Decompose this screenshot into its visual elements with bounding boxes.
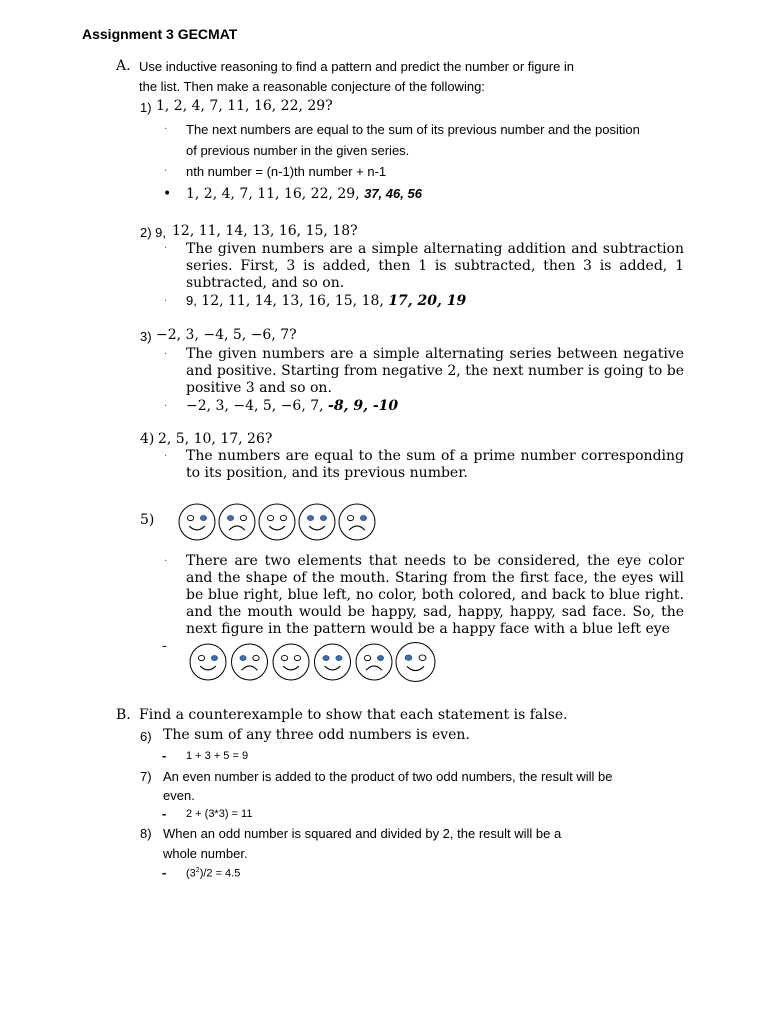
blue-right-happy-face-icon bbox=[190, 644, 226, 680]
q6-statement: The sum of any three odd numbers is even. bbox=[163, 727, 470, 743]
bullet-marker: · bbox=[164, 556, 168, 567]
q1-number: 1) bbox=[140, 100, 152, 115]
bullet-marker: · bbox=[164, 451, 168, 462]
bullet-marker: • bbox=[163, 186, 172, 202]
face-answer-figure bbox=[189, 640, 439, 684]
left-eye bbox=[187, 515, 193, 520]
q5-answer-dash: - bbox=[162, 638, 167, 654]
q3-answer-prediction: -8, 9, -10 bbox=[328, 398, 399, 414]
q4-explanation: The numbers are equal to the sum of a prime number corresponding to its position, and its previous number. bbox=[186, 448, 684, 481]
q7-number: 7) bbox=[140, 769, 152, 784]
q1-sequence: 1, 2, 4, 7, 11, 16, 22, 29? bbox=[156, 98, 333, 114]
right-eye bbox=[377, 655, 383, 660]
q2-sequence: 12, 11, 14, 13, 16, 15, 18? bbox=[172, 223, 358, 239]
q2-answer-prefix: 9, bbox=[186, 293, 197, 308]
q8-answer-exponent: 2 bbox=[195, 867, 200, 874]
blue-left-happy-face-icon bbox=[396, 643, 435, 682]
right-eye bbox=[360, 515, 366, 520]
q2-answer-sequence: 12, 11, 14, 13, 16, 15, 18, bbox=[196, 293, 389, 309]
section-b-letter: B. bbox=[116, 707, 131, 723]
plain-happy-face-icon bbox=[259, 504, 295, 540]
q7-answer-dash: - bbox=[162, 806, 167, 821]
q7-counterexample: 2 + (3*3) = 11 bbox=[186, 808, 253, 820]
q6-answer-dash: - bbox=[162, 748, 167, 763]
q3-explanation: The given numbers are a simple alternating series between negative and positive. Starting from negative 2, the next number is going to be positive 3 and so on. bbox=[186, 346, 684, 396]
q3-sequence: −2, 3, −4, 5, −6, 7? bbox=[156, 327, 297, 343]
q4-number: 4) bbox=[140, 431, 155, 447]
left-eye bbox=[307, 515, 313, 520]
left-eye bbox=[240, 655, 246, 660]
q3-answer bbox=[186, 398, 398, 414]
q8-number: 8) bbox=[140, 826, 152, 841]
right-eye bbox=[200, 515, 206, 520]
blue-left-sad-face-icon bbox=[219, 504, 255, 540]
bullet-marker: · bbox=[164, 243, 168, 254]
bullet-marker: · bbox=[164, 401, 168, 412]
right-eye bbox=[280, 515, 286, 520]
q7-statement-line1: An even number is added to the product of two odd numbers, the result will be bbox=[163, 769, 613, 784]
blue-right-sad-face-icon bbox=[339, 504, 375, 540]
section-a-letter: A. bbox=[116, 58, 131, 74]
right-eye bbox=[320, 515, 326, 520]
q6-number: 6) bbox=[140, 729, 152, 744]
left-eye bbox=[267, 515, 273, 520]
blue-right-happy-face-icon bbox=[179, 504, 215, 540]
right-eye bbox=[240, 515, 246, 520]
q7-statement-line2: even. bbox=[163, 788, 195, 803]
q8-answer-open: (3 bbox=[186, 867, 196, 880]
q2-answer bbox=[186, 293, 466, 309]
q3-answer-sequence: −2, 3, −4, 5, −6, 7, bbox=[186, 398, 329, 414]
q8-statement-line1: When an odd number is squared and divided by 2, the result will be a bbox=[163, 826, 562, 841]
left-eye bbox=[227, 515, 233, 520]
q1-formula: nth number = (n-1)th number + n-1 bbox=[186, 164, 387, 179]
left-eye bbox=[405, 655, 412, 661]
face-pattern-figure bbox=[178, 500, 378, 544]
left-eye bbox=[347, 515, 353, 520]
q1-answer-prediction: 37, 46, 56 bbox=[364, 186, 422, 201]
blue-left-sad-face-icon bbox=[232, 644, 268, 680]
left-eye bbox=[364, 655, 370, 660]
left-eye bbox=[323, 655, 329, 660]
right-eye bbox=[336, 655, 342, 660]
document-title: Assignment 3 GECMAT bbox=[82, 26, 238, 42]
section-a-instruction-line2: the list. Then make a reasonable conjecture of the following: bbox=[139, 79, 485, 94]
q5-number: 5) bbox=[140, 512, 155, 528]
bullet-marker: · bbox=[164, 349, 168, 360]
both-blue-happy-face-icon bbox=[299, 504, 335, 540]
q8-statement-line2: whole number. bbox=[163, 846, 248, 861]
bullet-marker: · bbox=[164, 124, 168, 135]
q1-answer bbox=[186, 186, 422, 202]
right-eye bbox=[419, 655, 426, 661]
q1-explanation-line2: of previous number in the given series. bbox=[186, 143, 410, 158]
q1-explanation-line1: The next numbers are equal to the sum of its previous number and the position bbox=[186, 122, 640, 137]
plain-happy-face-icon bbox=[273, 644, 309, 680]
right-eye bbox=[253, 655, 259, 660]
q8-answer-close: )/2 = 4.5 bbox=[199, 867, 241, 880]
q5-explanation: There are two elements that needs to be considered, the eye color and the shape of the mouth. Staring from the first face, the eyes will be blue right, blue left, no color, both colored, and back to blue right. and the mouth would be happy, sad, happy, happy, sad face. So, the next figure in the pattern would be a happy face with a blue left eye bbox=[186, 553, 684, 637]
right-eye bbox=[211, 655, 217, 660]
bullet-marker: · bbox=[164, 296, 168, 307]
section-a-instruction-line1: Use inductive reasoning to find a pattern and predict the number or figure in bbox=[139, 59, 575, 74]
left-eye bbox=[281, 655, 287, 660]
q3-number: 3) bbox=[140, 329, 152, 344]
q2-answer-prediction: 17, 20, 19 bbox=[388, 293, 467, 309]
q8-answer-dash: - bbox=[162, 865, 167, 880]
q6-counterexample: 1 + 3 + 5 = 9 bbox=[186, 750, 249, 762]
bullet-marker: · bbox=[164, 166, 168, 177]
q2-number: 2) 9, bbox=[140, 225, 167, 240]
section-b-instruction: Find a counterexample to show that each statement is false. bbox=[139, 707, 568, 723]
right-eye bbox=[294, 655, 300, 660]
q1-answer-sequence: 1, 2, 4, 7, 11, 16, 22, 29, bbox=[186, 186, 365, 202]
q2-explanation: The given numbers are a simple alternating addition and subtraction series. First, 3 is added, then 1 is subtracted, then 3 is added, 1 subtracted, and so on. bbox=[186, 241, 684, 291]
q8-counterexample bbox=[186, 867, 240, 880]
blue-right-sad-face-icon bbox=[356, 644, 392, 680]
q4-sequence: 2, 5, 10, 17, 26? bbox=[158, 431, 273, 447]
both-blue-happy-face-icon bbox=[315, 644, 351, 680]
left-eye bbox=[198, 655, 204, 660]
